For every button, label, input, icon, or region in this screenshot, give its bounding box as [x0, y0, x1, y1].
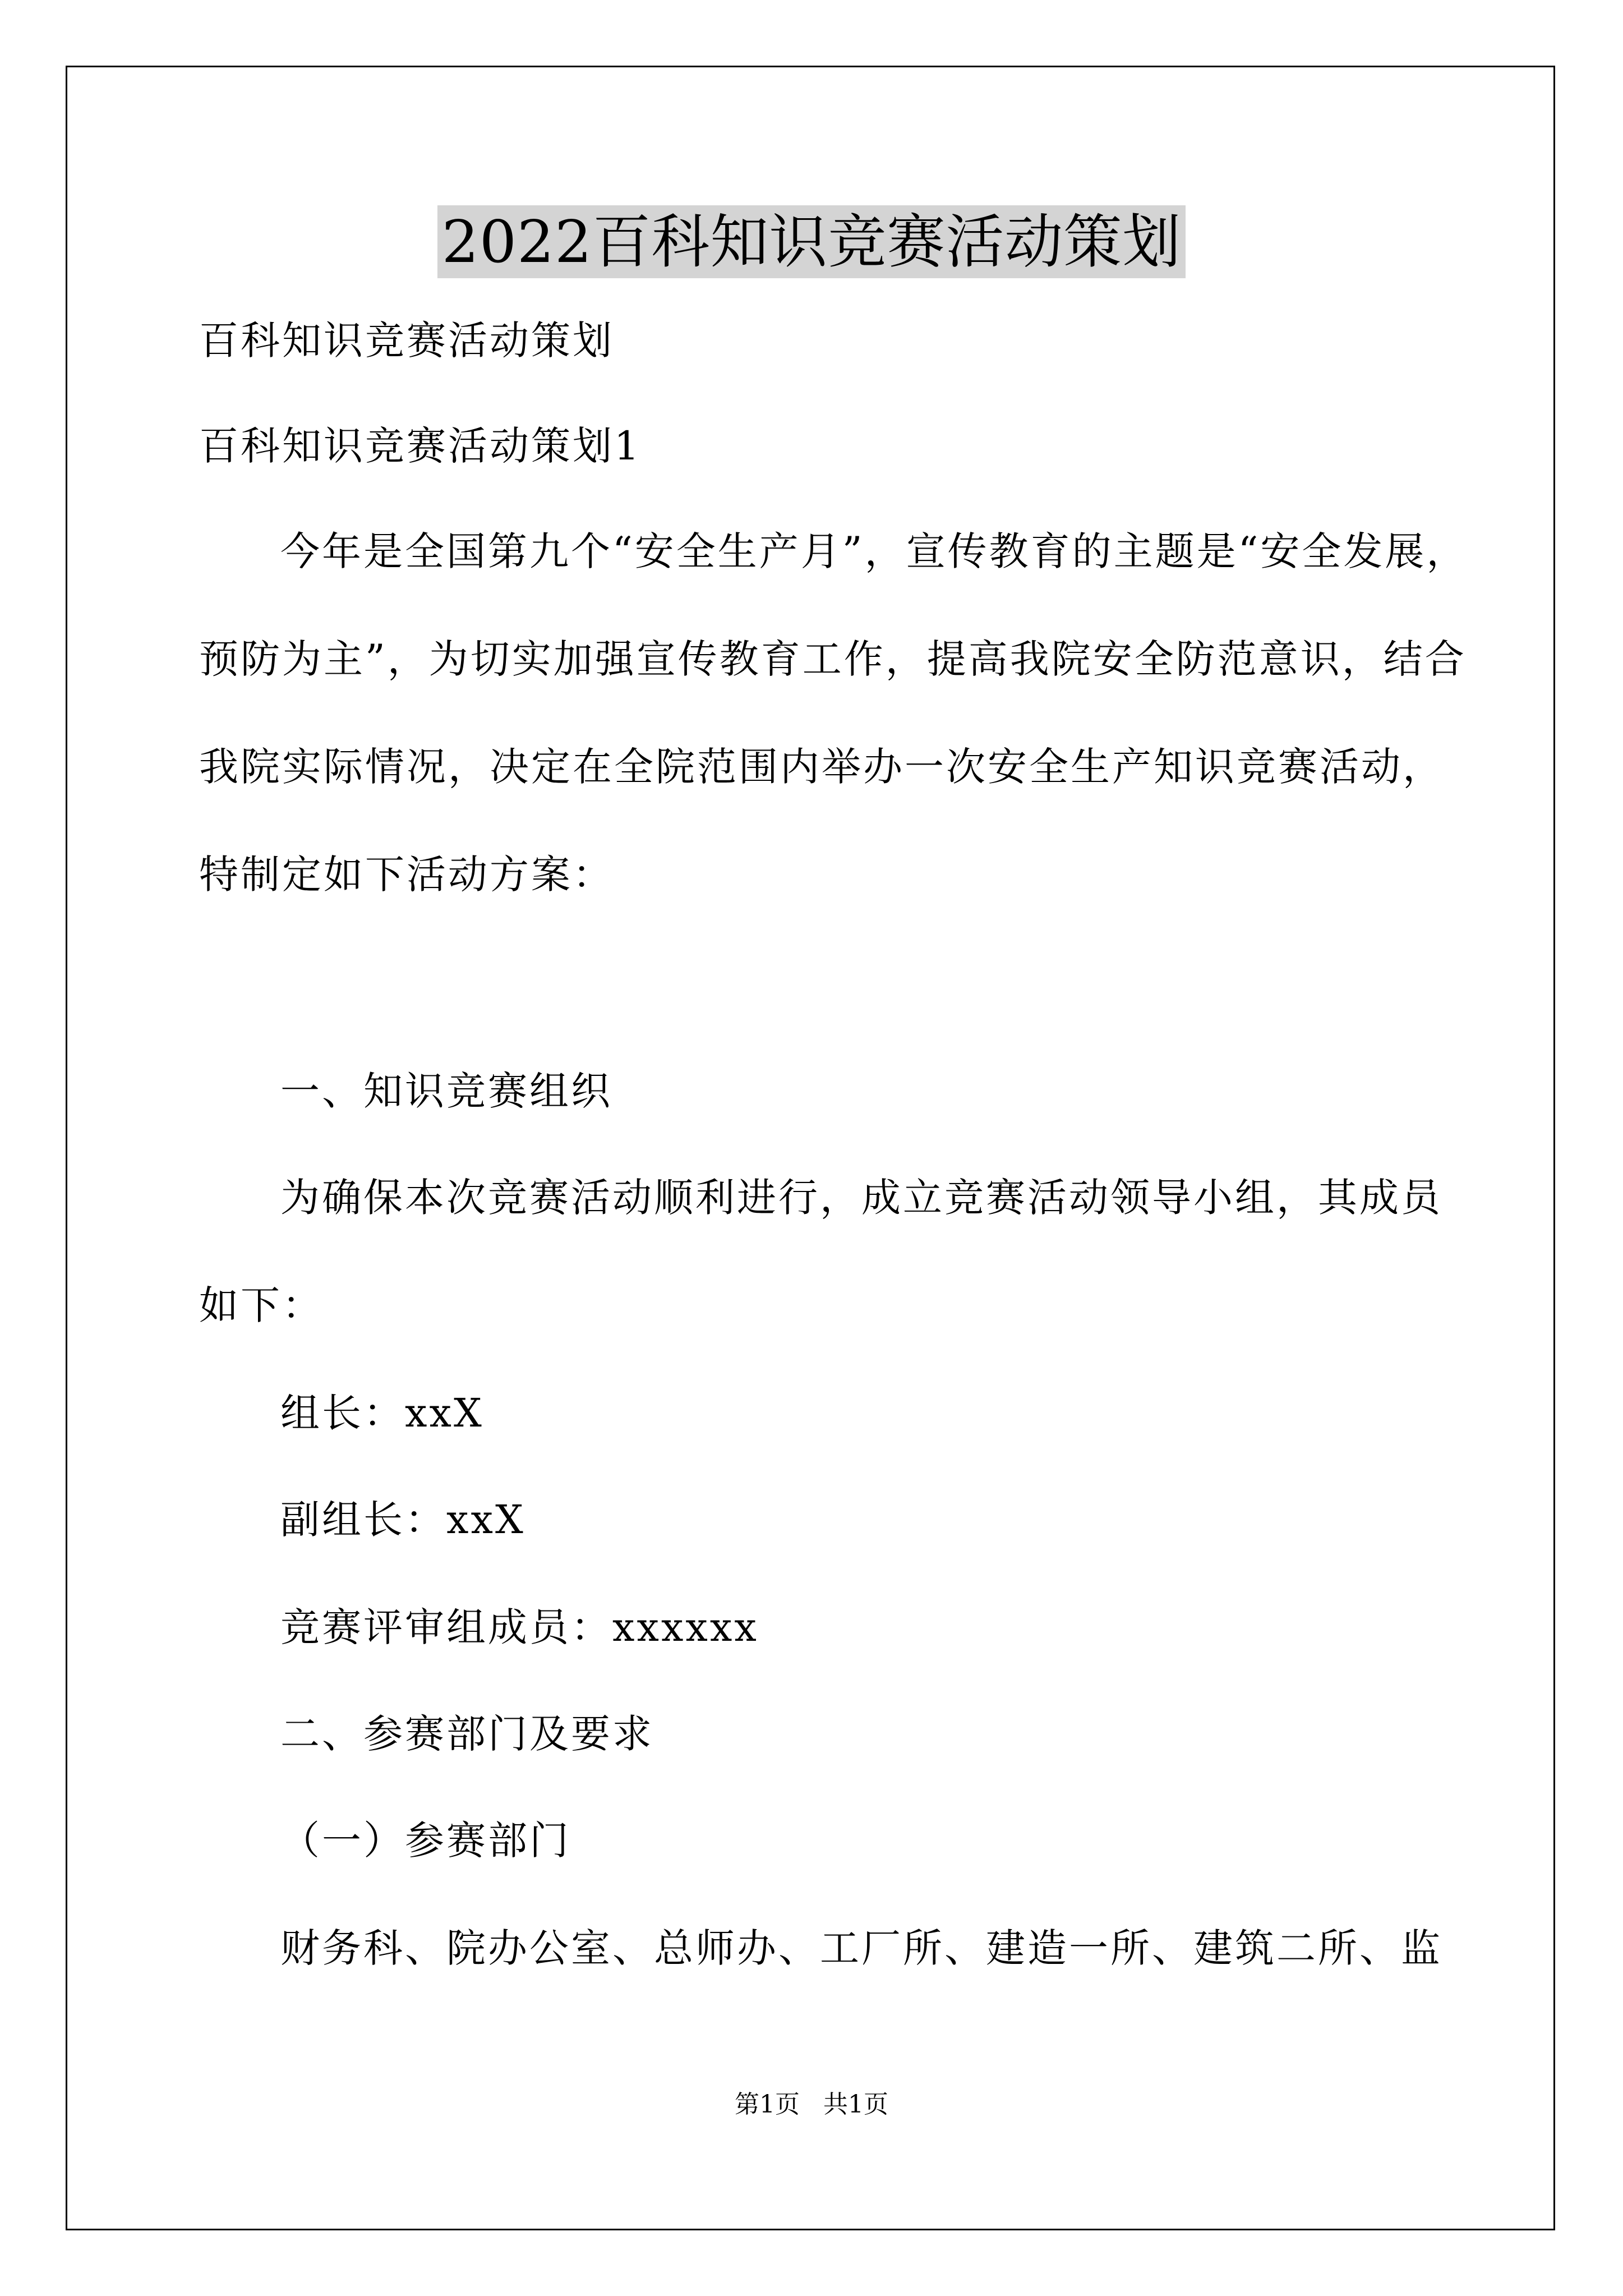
paragraph-line: 特制定如下活动方案： — [199, 852, 614, 898]
page-footer: 第1页 共1页 — [735, 2090, 888, 2119]
member-line: 副组长：xxX — [280, 1497, 525, 1543]
section-heading: 二、参赛部门及要求 — [280, 1711, 654, 1757]
paragraph-line: 今年是全国第九个“安全生产月”，宣传教育的主题是“安全发展， — [280, 528, 1468, 574]
document-title: 2022百科知识竞赛活动策划 — [437, 205, 1186, 278]
paragraph-line: 预防为主”，为切实加强宣传教育工作，提高我院安全防范意识，结合 — [199, 636, 1467, 682]
paragraph-line: 为确保本次竞赛活动顺利进行，成立竞赛活动领导小组，其成员 — [280, 1175, 1442, 1221]
subtitle-line: 百科知识竞赛活动策划 — [199, 318, 614, 364]
section-heading: 一、知识竞赛组织 — [280, 1068, 612, 1114]
subsection-heading: （一）参赛部门 — [280, 1818, 571, 1864]
document-title-row — [0, 205, 1623, 278]
paragraph-line: 财务科、院办公室、总师办、工厂所、建造一所、建筑二所、监 — [280, 1925, 1442, 1971]
page-border — [66, 66, 1555, 2230]
section-heading: 百科知识竞赛活动策划1 — [199, 423, 642, 469]
member-line: 竞赛评审组成员：xxxxxx — [280, 1604, 759, 1650]
paragraph-line: 我院实际情况，决定在全院范围内举办一次安全生产知识竞赛活动， — [199, 744, 1444, 790]
paragraph-line: 如下： — [199, 1282, 324, 1328]
member-line: 组长：xxX — [280, 1390, 484, 1436]
